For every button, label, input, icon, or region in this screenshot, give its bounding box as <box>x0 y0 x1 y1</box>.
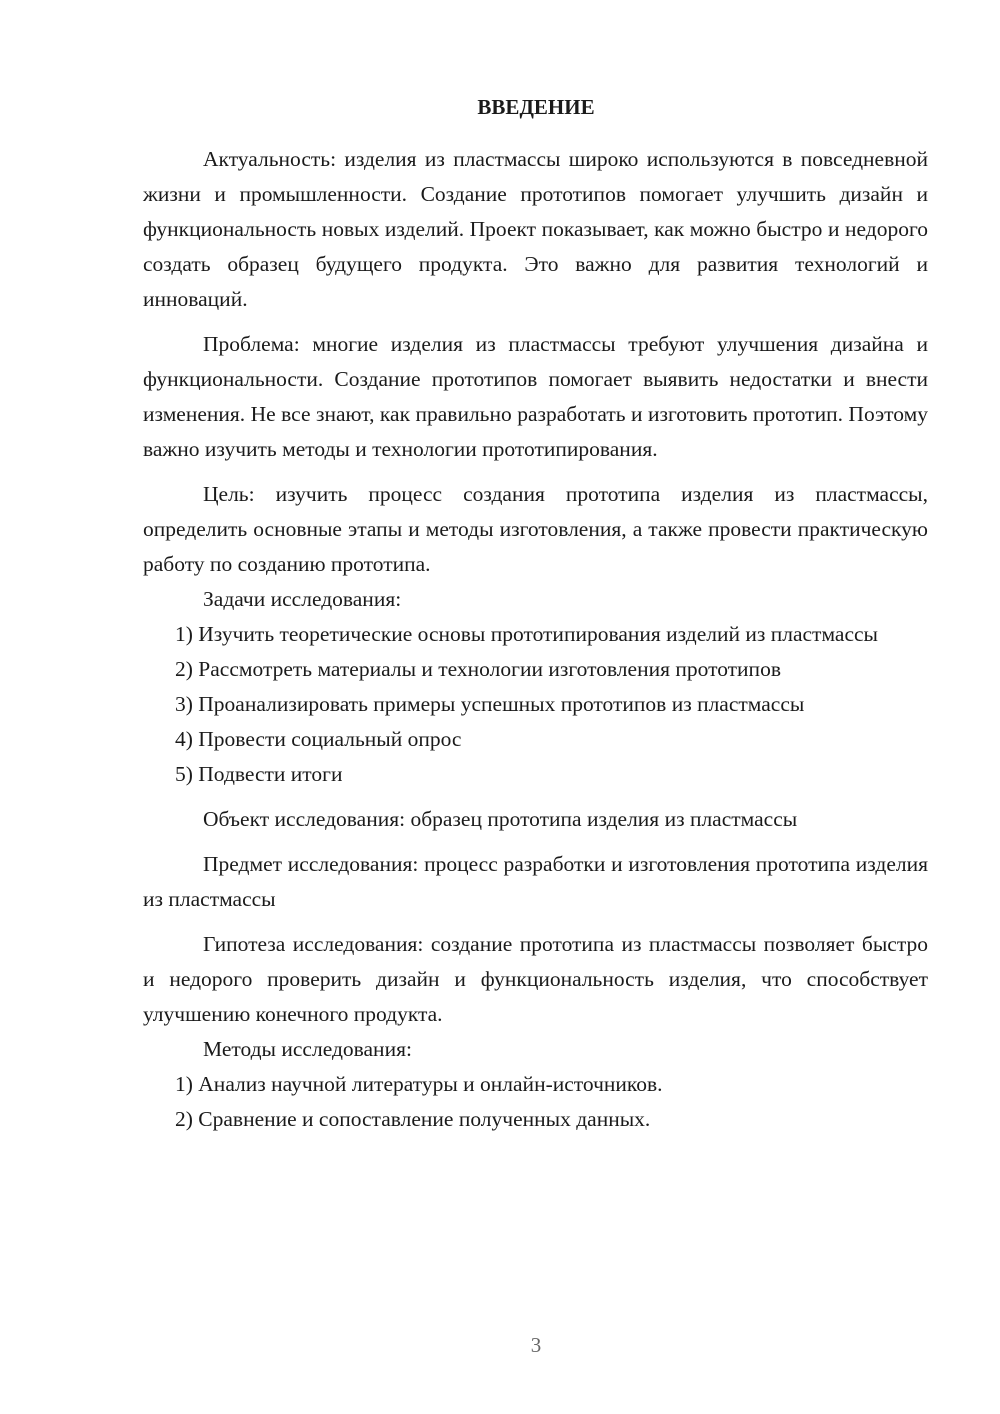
list-item: 5) Подвести итоги <box>175 762 343 786</box>
list-item: 1) Анализ научной литературы и онлайн-источников. <box>175 1072 663 1096</box>
list-item: 1) Изучить теоретические основы прототипирования изделий из пластмассы <box>175 622 878 646</box>
hypothesis-paragraph: Гипотеза исследования: создание прототипа из пластмассы позволяет быстро и недорого проверить дизайн и функциональность изделия, что способствует улучшению конечного продукта. <box>143 932 928 1026</box>
page-number: 3 <box>530 1333 542 1357</box>
goal-paragraph: Цель: изучить процесс создания прототипа изделия из пластмассы, определить основные этапы и методы изготовления, а также провести практическую работу по созданию прототипа. <box>143 482 928 576</box>
tasks-heading: Задачи исследования: <box>203 587 402 611</box>
tasks-list <box>143 617 928 792</box>
methods-heading: Методы исследования: <box>203 1037 412 1061</box>
list-item: 3) Проанализировать примеры успешных прототипов из пластмассы <box>175 692 805 716</box>
problem-paragraph: Проблема: многие изделия из пластмассы требуют улучшения дизайна и функциональности. Создание прототипов помогает выявить недостатки и внести изменения. Не все знают, как правильно разработать и изготовить прототип. Поэтому важно изучить методы и технологии прототипирования. <box>143 332 928 461</box>
list-item: 2) Сравнение и сопоставление полученных данных. <box>175 1107 651 1131</box>
list-item: 4) Провести социальный опрос <box>175 727 462 751</box>
page-title: ВВЕДЕНИЕ <box>477 95 595 119</box>
object-paragraph: Объект исследования: образец прототипа изделия из пластмассы <box>203 807 798 831</box>
list-item: 2) Рассмотреть материалы и технологии изготовления прототипов <box>175 657 781 681</box>
page-body <box>143 142 928 1137</box>
methods-list <box>143 1067 928 1137</box>
actuality-paragraph: Актуальность: изделия из пластмассы широко используются в повседневной жизни и промышленности. Создание прототипов помогает улучшить дизайн и функциональность новых изделий. Проект показывает, как можно быстро и недорого создать образец будущего продукта. Это важно для развития технологий и инноваций. <box>143 147 928 311</box>
subject-paragraph: Предмет исследования: процесс разработки и изготовления прототипа изделия из пластмассы <box>143 852 928 911</box>
